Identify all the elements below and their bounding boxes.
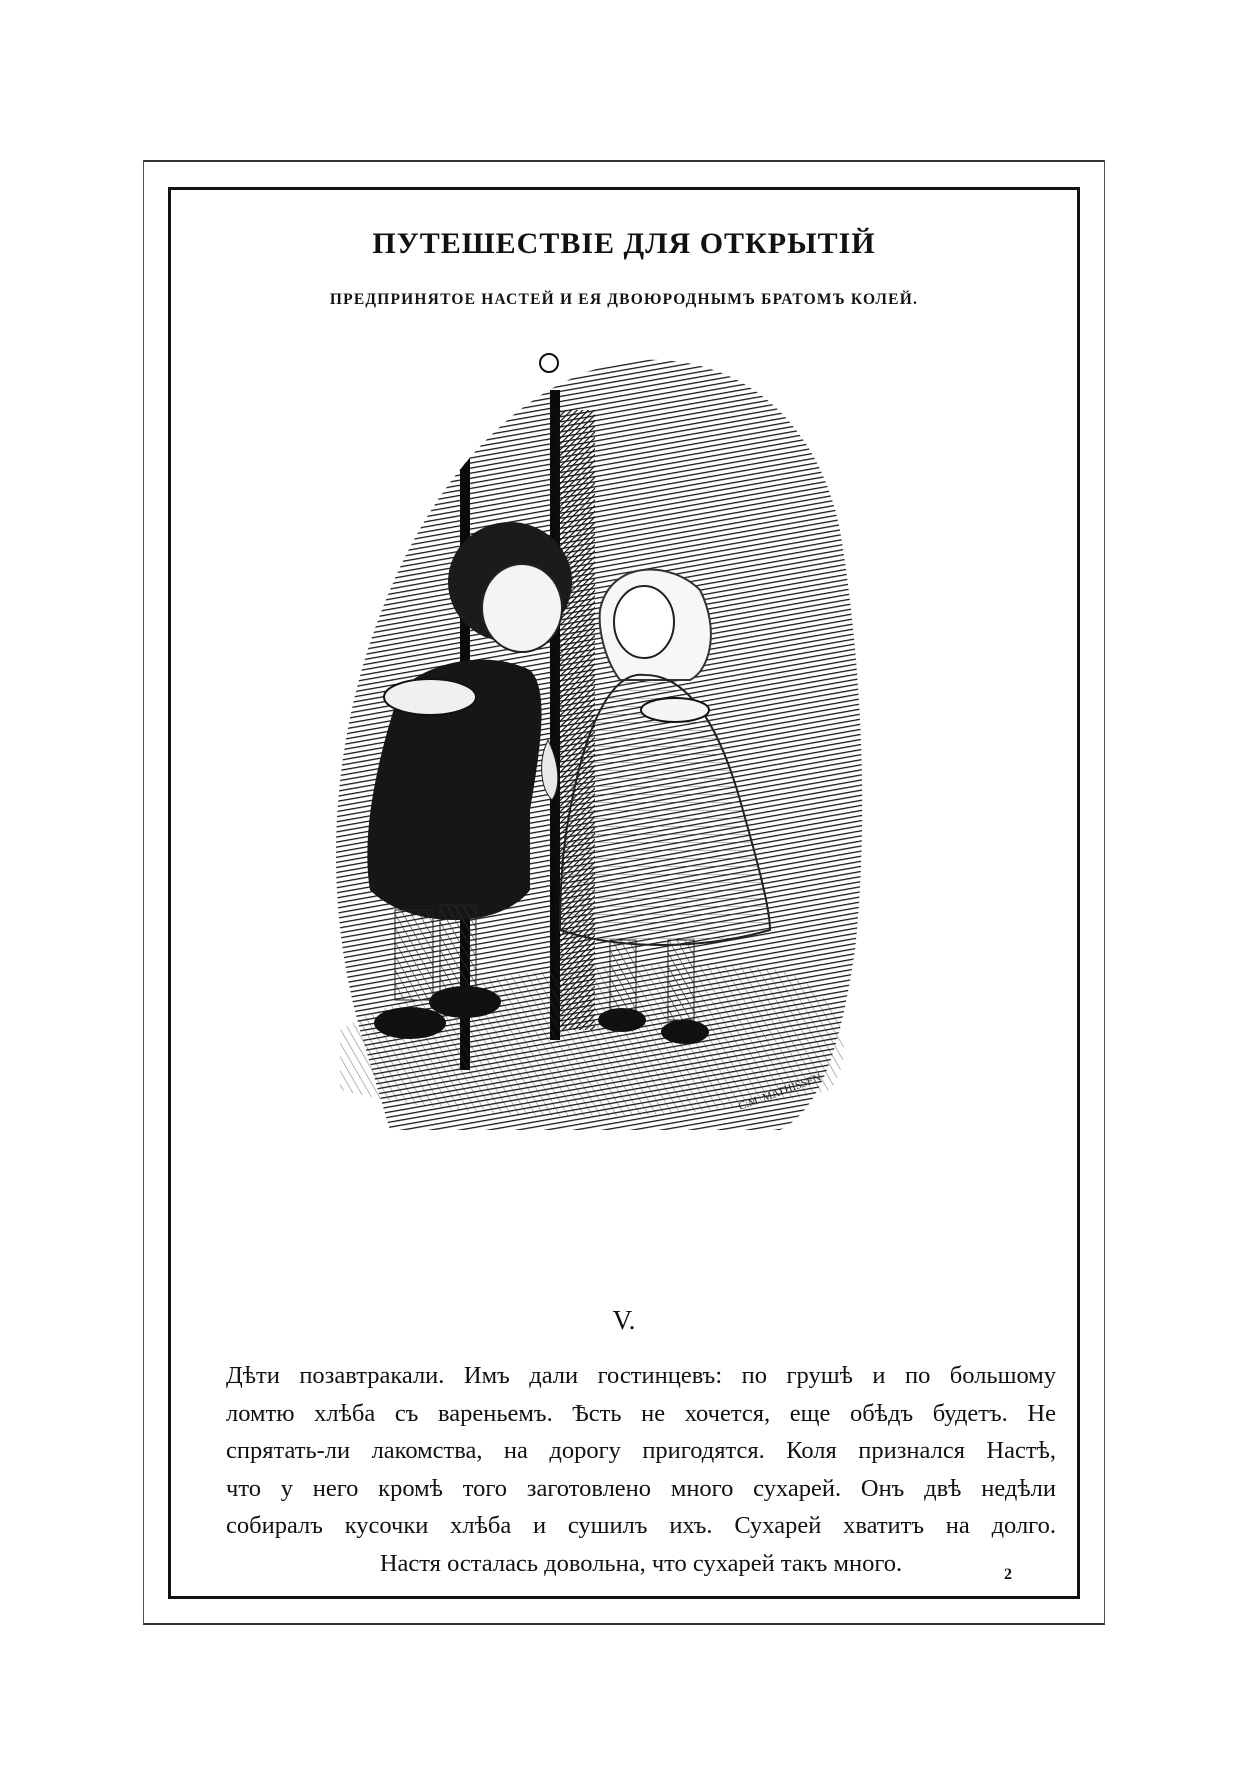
body-line: что у него кромѣ того заготовлено много сухарей. Онъ двѣ недѣли [226,1474,1056,1502]
page-subtitle: ПРЕДПРИНЯТОЕ НАСТЕЙ И ЕЯ ДВОЮРОДНЫМЪ БРАТОМЪ КОЛЕЙ. [329,291,919,308]
body-line: Дѣти позавтракали. Имъ дали гостинцевъ: по грушѣ и по большому [226,1362,1056,1389]
page-number: 2 [1004,1566,1012,1583]
body-line: Настя осталась довольна, что сухарей такъ много. [379,1549,903,1577]
chapter-number: V. [612,1305,636,1335]
body-line: собиралъ кусочки хлѣба и сушилъ ихъ. Сухарей хватитъ на долго. [226,1512,1056,1539]
body-line: спрятать-ли лакомства, на дорогу пригодятся. Коля признался Настѣ, [226,1437,1056,1464]
page-title: ПУТЕШЕСТВІЕ ДЛЯ ОТКРЫТІЙ [372,227,876,260]
body-paragraph [226,1357,1056,1582]
lamp-icon [540,354,558,372]
engraver-signature: C.M. MATHISSEN [736,1071,823,1113]
engraving-illustration [300,330,980,1280]
body-line: ломтю хлѣба съ вареньемъ. Ѣсть не хочется, еще обѣдъ будетъ. Не [226,1399,1056,1427]
